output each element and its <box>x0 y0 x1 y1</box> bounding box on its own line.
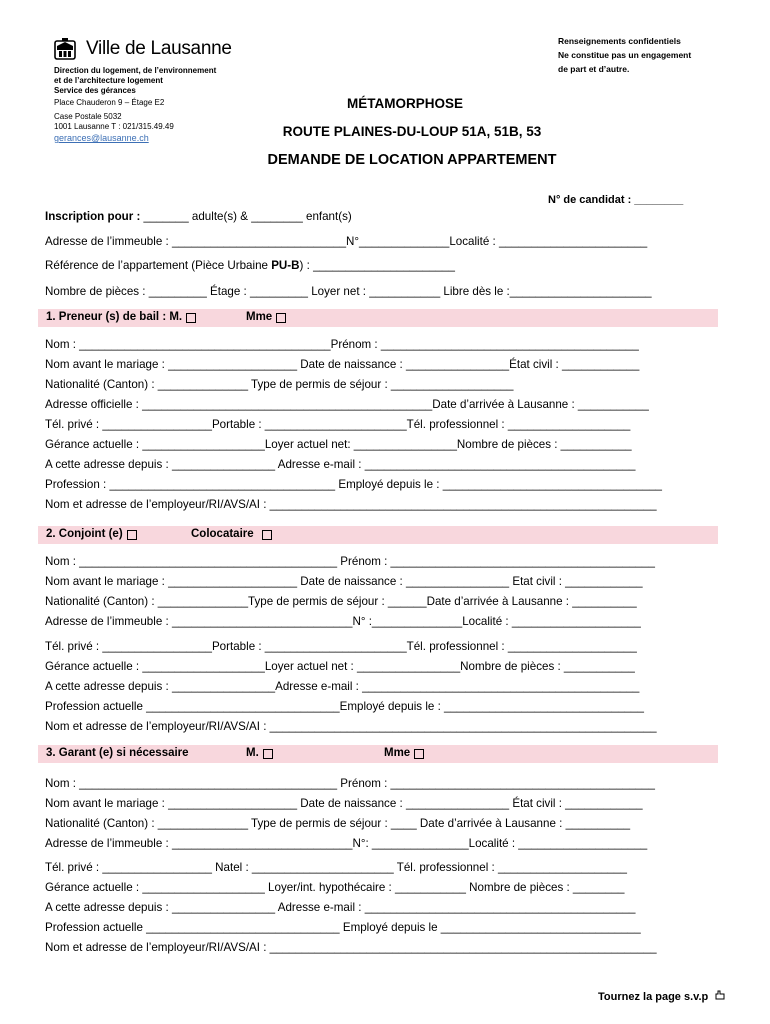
section-1-title: 1. Preneur (s) de bail : M. <box>46 311 182 323</box>
mme-checkbox[interactable] <box>276 313 286 323</box>
section-2-coloc: Colocataire <box>191 528 254 540</box>
address-line-2: Case Postale 5032 <box>54 112 122 121</box>
section-3-mme: Mme <box>384 747 410 759</box>
candidate-number[interactable]: N° de candidat : ________ <box>548 194 684 206</box>
department-line-1: Direction du logement, de l’environnement <box>54 66 217 75</box>
apartment-reference-code: PU-B <box>271 259 300 272</box>
section-3-title: 3. Garant (e) si nécessaire <box>46 747 189 759</box>
sec1-line-8[interactable]: Profession : ___________________________________ Employé depuis le : __________________________________ <box>45 478 662 491</box>
sec1-line-3[interactable]: Nationalité (Canton) : ______________ Type de permis de séjour : ___________________ <box>45 378 514 391</box>
colocataire-checkbox[interactable] <box>262 530 272 540</box>
section-1-header <box>38 309 718 327</box>
sec1-line-4[interactable]: Adresse officielle : _____________________________________________Date d’arrivée à Lausanne : ___________ <box>45 398 649 411</box>
sec3-line-4[interactable]: Adresse de l’immeuble : ____________________________N°: _______________Localité : ____________________ <box>45 837 648 850</box>
sec3-line-5[interactable]: Tél. privé : _________________ Natel : ______________________ Tél. professionnel : ____________________ <box>45 861 627 874</box>
email-link[interactable]: gerances@lausanne.ch <box>54 133 149 143</box>
section-2-header <box>38 526 718 544</box>
rooms-floor-rent-line[interactable]: Nombre de pièces : _________ Étage : _________ Loyer net : ___________ Libre dès le :______________________ <box>45 285 652 298</box>
confidential-line-2: Ne constitue pas un engagement <box>558 50 692 60</box>
section-2-title: 2. Conjoint (e) <box>46 528 123 540</box>
sec3-line-9[interactable]: Nom et adresse de l’employeur/RI/AVS/AI : ____________________________________________________________ <box>45 941 657 954</box>
sec1-line-1[interactable]: Nom : _______________________________________Prénom : ________________________________________ <box>45 338 639 351</box>
apartment-reference-field: ) : ______________________ <box>299 259 455 272</box>
sec3-line-1[interactable]: Nom : ________________________________________ Prénom : _________________________________________ <box>45 777 655 790</box>
sec2-line-5[interactable]: Tél. privé : _________________Portable : ______________________Tél. professionnel : ____________________ <box>45 640 637 653</box>
page-turn-text: Tournez la page s.v.p <box>598 991 709 1003</box>
sec2-line-8[interactable]: Profession actuelle ______________________________Employé depuis le : _______________________________ <box>45 700 644 713</box>
sec1-line-2[interactable]: Nom avant le mariage : ____________________ Date de naissance : ________________État civil : ____________ <box>45 358 640 371</box>
guarantor-mme-checkbox[interactable] <box>414 749 424 759</box>
mr-checkbox[interactable] <box>186 313 196 323</box>
logo-text: Ville de Lausanne <box>86 38 232 59</box>
sec3-line-6[interactable]: Gérance actuelle : ___________________ Loyer/int. hypothécaire : ___________ Nombre de pièces : ________ <box>45 881 625 894</box>
sec1-line-7[interactable]: A cette adresse depuis : ________________ Adresse e-mail : __________________________________________ <box>45 458 636 471</box>
apartment-reference-label: Référence de l’appartement (Pièce Urbaine <box>45 259 272 272</box>
service-name: Service des gérances <box>54 86 136 95</box>
inscription-label: Inscription pour : <box>45 210 141 223</box>
page-turn-note <box>598 989 726 1003</box>
section-1-mme: Mme <box>246 311 272 323</box>
guarantor-mr-checkbox[interactable] <box>263 749 273 759</box>
sec3-line-2[interactable]: Nom avant le mariage : ____________________ Date de naissance : ________________ État civil : ____________ <box>45 797 643 810</box>
spouse-checkbox[interactable] <box>127 530 137 540</box>
address-line-1: Place Chauderon 9 – Étage E2 <box>54 98 165 107</box>
sec1-line-6[interactable]: Gérance actuelle : ___________________Loyer actuel net: ________________Nombre de pièces : ___________ <box>45 438 632 451</box>
sec3-line-7[interactable]: A cette adresse depuis : ________________ Adresse e-mail : __________________________________________ <box>45 901 636 914</box>
department-line-2: et de l’architecture logement <box>54 76 163 85</box>
project-address: ROUTE PLAINES-DU-LOUP 51A, 51B, 53 <box>282 124 542 139</box>
project-title: MÉTAMORPHOSE <box>346 96 463 111</box>
hand-pointer-icon <box>714 989 726 1001</box>
sec2-line-1[interactable]: Nom : ________________________________________ Prénom : _________________________________________ <box>45 555 655 568</box>
apartment-reference-line[interactable] <box>45 259 455 272</box>
page-title: DEMANDE DE LOCATION APPARTEMENT <box>267 152 557 168</box>
address-line-3: 1001 Lausanne T : 021/315.49.49 <box>54 122 174 131</box>
sec1-line-9[interactable]: Nom et adresse de l’employeur/RI/AVS/AI : ____________________________________________________________ <box>45 498 657 511</box>
confidential-line-1: Renseignements confidentiels <box>558 36 681 46</box>
sec2-line-9[interactable]: Nom et adresse de l’employeur/RI/AVS/AI : ____________________________________________________________ <box>45 720 657 733</box>
section-3-m: M. <box>246 747 259 759</box>
section-3-header <box>38 745 718 763</box>
inscription-line[interactable] <box>45 210 352 223</box>
sec2-line-3[interactable]: Nationalité (Canton) : ______________Type de permis de séjour : ______Date d’arrivée à Lausanne : __________ <box>45 595 637 608</box>
sec2-line-6[interactable]: Gérance actuelle : ___________________Loyer actuel net : ________________Nombre de pièces : ___________ <box>45 660 635 673</box>
sec2-line-4[interactable]: Adresse de l’immeuble : ____________________________N° :______________Localité : ____________________ <box>45 615 641 628</box>
inscription-fields: _______ adulte(s) & ________ enfant(s) <box>140 210 352 223</box>
sec1-line-5[interactable]: Tél. privé : _________________Portable : ______________________Tél. professionnel : ___________________ <box>45 418 631 431</box>
sec3-line-8[interactable]: Profession actuelle ______________________________ Employé depuis le _______________________________ <box>45 921 641 934</box>
sec2-line-2[interactable]: Nom avant le mariage : ____________________ Date de naissance : ________________ Etat civil : ____________ <box>45 575 643 588</box>
lausanne-crest-icon <box>54 38 76 60</box>
sec3-line-3[interactable]: Nationalité (Canton) : ______________ Type de permis de séjour : ____ Date d’arrivée à Lausanne : __________ <box>45 817 631 830</box>
building-address-line[interactable]: Adresse de l’immeuble : ___________________________N°______________Localité : _______________________ <box>45 235 648 248</box>
confidential-line-3: de part et d’autre. <box>558 64 630 74</box>
sec2-line-7[interactable]: A cette adresse depuis : ________________Adresse e-mail : ___________________________________________ <box>45 680 640 693</box>
